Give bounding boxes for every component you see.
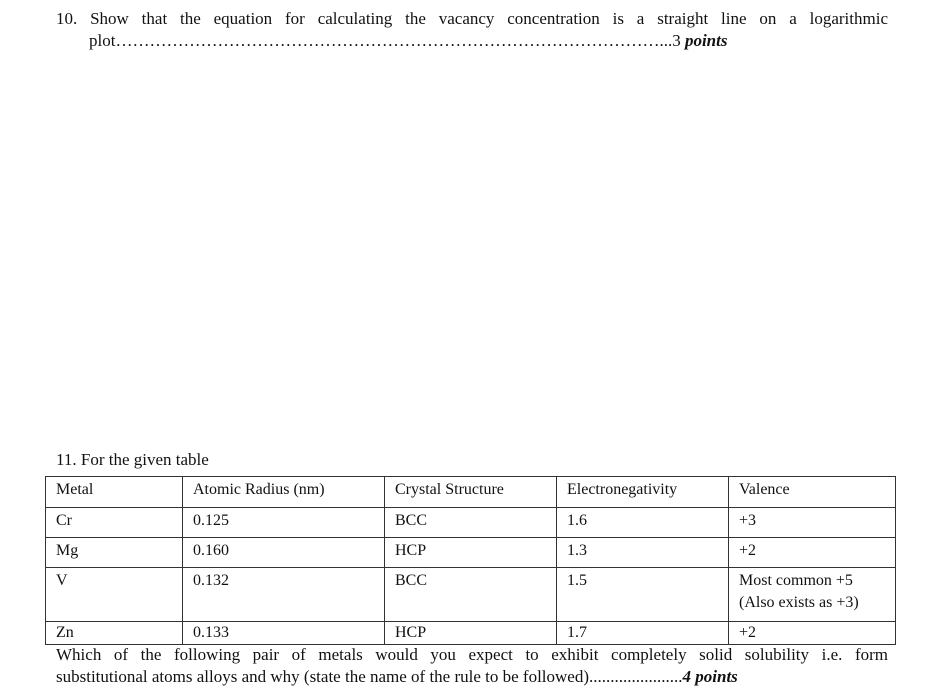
cell-electronegativity: 1.5 (557, 568, 729, 622)
question-11-heading: 11. For the given table (56, 450, 209, 469)
header-metal: Metal (46, 477, 183, 508)
question-11-leader: substitutional atoms alloys and why (state the name of the rule to be followed)...................... (56, 667, 683, 686)
cell-crystal-structure: HCP (385, 538, 557, 568)
cell-valence: +2 (729, 538, 896, 568)
cell-metal: Zn (46, 622, 183, 645)
question-10-points: points (684, 31, 728, 50)
valence-alternate: (Also exists as +3) (739, 594, 859, 611)
cell-valence (729, 568, 896, 622)
cell-atomic-radius: 0.133 (183, 622, 385, 645)
cell-metal: Cr (46, 508, 183, 538)
table-header-row (46, 477, 896, 508)
cell-atomic-radius: 0.160 (183, 538, 385, 568)
table-row (46, 568, 896, 622)
table-row (46, 538, 896, 568)
cell-metal: V (46, 568, 183, 622)
question-10-continuation (56, 30, 888, 52)
cell-electronegativity: 1.3 (557, 538, 729, 568)
table-row (46, 622, 896, 645)
valence-common: Most common +5 (739, 572, 853, 589)
header-crystal-structure: Crystal Structure (385, 477, 557, 508)
cell-crystal-structure: BCC (385, 568, 557, 622)
cell-crystal-structure: HCP (385, 622, 557, 645)
cell-electronegativity: 1.7 (557, 622, 729, 645)
question-10 (56, 8, 888, 52)
cell-metal: Mg (46, 538, 183, 568)
header-atomic-radius: Atomic Radius (nm) (183, 477, 385, 508)
cell-electronegativity: 1.6 (557, 508, 729, 538)
header-electronegativity: Electronegativity (557, 477, 729, 508)
table-row (46, 508, 896, 538)
question-11-points: 4 points (682, 667, 738, 686)
question-10-leader: plot……………………………………………………………………………………...3 (89, 31, 681, 50)
header-valence: Valence (729, 477, 896, 508)
cell-valence: +2 (729, 622, 896, 645)
question-11-line-1: Which of the following pair of metals would you expect to exhibit completely solid solubility i.e. form (56, 645, 888, 664)
cell-valence: +3 (729, 508, 896, 538)
metal-properties-table (45, 476, 896, 645)
question-11-line-2 (56, 666, 888, 688)
question-11-text (56, 644, 888, 688)
question-10-text: 10. Show that the equation for calculating the vacancy concentration is a straight line on a logarithmic (56, 9, 888, 28)
cell-atomic-radius: 0.125 (183, 508, 385, 538)
cell-crystal-structure: BCC (385, 508, 557, 538)
cell-atomic-radius: 0.132 (183, 568, 385, 622)
